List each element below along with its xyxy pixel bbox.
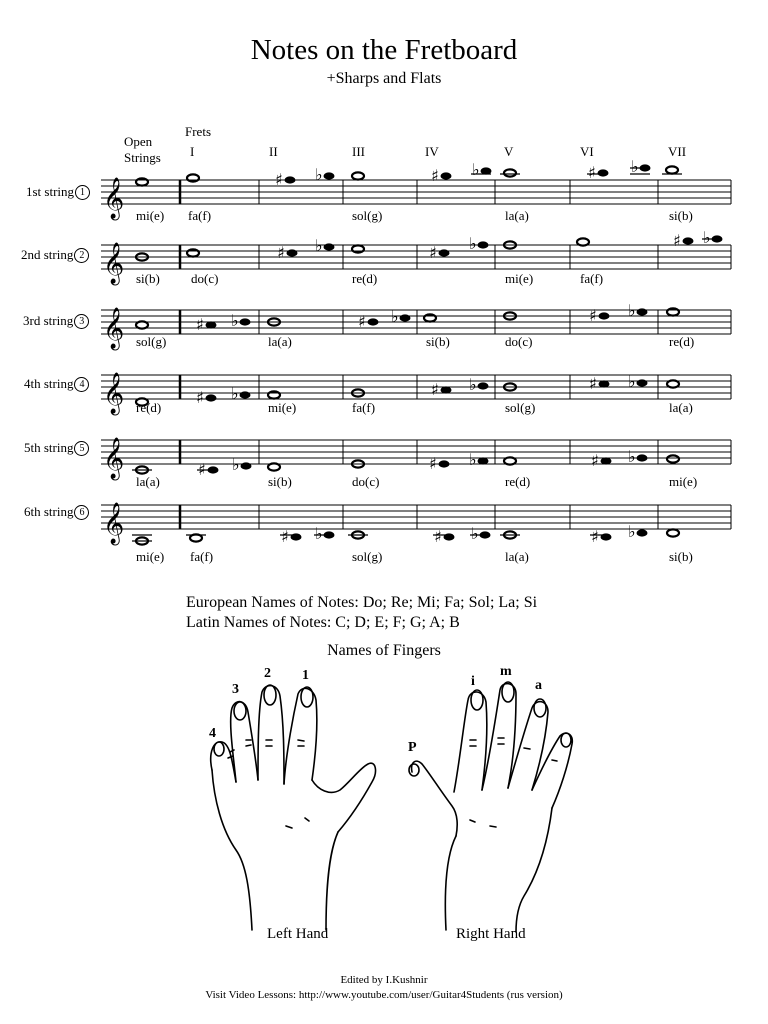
flat-icon: ♭ [231, 384, 239, 403]
note-name-label: fa(f) [188, 208, 212, 223]
sharp-icon: ♯ [198, 460, 206, 479]
flat-icon: ♭ [469, 234, 477, 253]
whole-note [667, 529, 679, 536]
note-name-label: re(d) [352, 271, 378, 286]
note-name-label: fa(f) [580, 271, 604, 286]
note-name-label: do(c) [352, 474, 380, 489]
sharp-note-head [439, 249, 450, 256]
sharp-note-head [206, 394, 217, 401]
page-title: Notes on the Fretboard [250, 34, 518, 66]
flat-note-head [478, 457, 489, 464]
open-label-line2: Strings [124, 150, 161, 165]
flat-icon: ♭ [469, 450, 477, 469]
flat-note-head [637, 454, 648, 461]
sharp-note-head [601, 533, 612, 540]
sharp-icon: ♯ [673, 231, 681, 250]
flat-icon: ♭ [471, 524, 479, 543]
open-label-line1: Open [124, 134, 153, 149]
note-name-label: mi(e) [505, 271, 534, 286]
treble-clef-icon: 𝄞 [103, 503, 125, 544]
flat-icon: ♭ [628, 372, 636, 391]
footer-edited: Edited by I.Kushnir [340, 974, 428, 986]
note-name-label: mi(e) [136, 208, 165, 223]
right-hand-drawing [409, 682, 572, 932]
sharp-note-head [439, 460, 450, 467]
fret-numeral-6: VI [580, 144, 594, 159]
flat-note-head [637, 529, 648, 536]
flat-note-head [712, 235, 723, 242]
note-name-label: re(d) [669, 334, 695, 349]
whole-note [187, 174, 199, 181]
sharp-note-head [599, 312, 610, 319]
right-hand-caption: Right Hand [456, 926, 526, 942]
flat-note-head [324, 531, 335, 538]
fret-numeral-1: I [190, 144, 195, 159]
sharp-icon: ♯ [277, 243, 285, 262]
flat-note-head [240, 318, 251, 325]
note-name-label: la(a) [268, 334, 292, 349]
treble-clef-icon: 𝄞 [103, 178, 125, 219]
sharp-icon: ♯ [589, 306, 597, 325]
whole-note [504, 457, 516, 464]
flat-note-head [241, 462, 252, 469]
sharp-note-head [444, 533, 455, 540]
note-name-label: mi(e) [669, 474, 698, 489]
note-name-label: la(a) [136, 474, 160, 489]
flat-note-head [637, 308, 648, 315]
whole-note [352, 172, 364, 179]
treble-clef-icon: 𝄞 [103, 243, 125, 284]
sharp-icon: ♯ [434, 527, 442, 546]
latin-names: Latin Names of Notes: C; D; E; F; G; A; B [186, 614, 460, 631]
note-name-label: fa(f) [352, 400, 376, 415]
sharp-note-head [598, 169, 609, 176]
string-label-4: 4th string 4 [24, 376, 89, 392]
flat-note-head [240, 391, 251, 398]
string-number-6: 6 [74, 505, 89, 520]
footer-visit-link[interactable]: Visit Video Lessons: http://www.youtube.com/user/Guitar4Students (rus version) [205, 989, 563, 1001]
flat-icon: ♭ [232, 455, 240, 474]
note-name-label: la(a) [505, 549, 529, 564]
left-hand-drawing [211, 685, 376, 930]
whole-note [136, 178, 148, 185]
flat-icon: ♭ [631, 157, 639, 176]
note-name-label: sol(g) [352, 208, 383, 223]
string-number-2: 2 [74, 248, 89, 263]
flat-note-head [481, 167, 492, 174]
flat-icon: ♭ [472, 160, 480, 179]
fret-numeral-5: V [504, 144, 514, 159]
sharp-icon: ♯ [431, 380, 439, 399]
string-label-5: 5th string 5 [24, 440, 89, 456]
whole-note [667, 380, 679, 387]
whole-note [666, 166, 678, 173]
frets-label: Frets [185, 124, 211, 139]
whole-note [577, 238, 589, 245]
string-number-5: 5 [74, 441, 89, 456]
sharp-icon: ♯ [429, 454, 437, 473]
treble-clef-icon: 𝄞 [103, 308, 125, 349]
note-name-label: si(b) [268, 474, 292, 489]
note-name-label: do(c) [505, 334, 533, 349]
whole-note [667, 455, 679, 462]
right-finger-label-m: m [500, 664, 512, 679]
sharp-note-head [599, 380, 610, 387]
string-number-1: 1 [75, 185, 90, 200]
fingers-title: Names of Fingers [327, 642, 441, 659]
flat-note-head [478, 382, 489, 389]
left-finger-label-1: 1 [302, 668, 309, 683]
sharp-icon: ♯ [275, 170, 283, 189]
sharp-note-head [287, 249, 298, 256]
flat-icon: ♭ [315, 165, 323, 184]
sharp-icon: ♯ [431, 166, 439, 185]
note-name-label: si(b) [426, 334, 450, 349]
note-name-label: do(c) [191, 271, 219, 286]
flat-note-head [324, 172, 335, 179]
sharp-note-head [441, 172, 452, 179]
note-name-label: re(d) [505, 474, 531, 489]
treble-clef-icon: 𝄞 [103, 438, 125, 479]
sharp-icon: ♯ [196, 315, 204, 334]
note-name-label: sol(g) [352, 549, 383, 564]
note-name-label: re(d) [136, 400, 162, 415]
sharp-icon: ♯ [429, 243, 437, 262]
whole-note [190, 534, 202, 541]
string-label-1: 1st string 1 [26, 184, 90, 200]
note-name-label: la(a) [669, 400, 693, 415]
flat-icon: ♭ [315, 524, 323, 543]
flat-note-head [324, 243, 335, 250]
note-name-label: si(b) [669, 208, 693, 223]
string-label-2: 2nd string 2 [21, 247, 89, 263]
left-finger-label-4: 4 [209, 726, 216, 741]
sharp-note-head [206, 321, 217, 328]
note-name-label: si(b) [669, 549, 693, 564]
flat-note-head [478, 241, 489, 248]
sharp-icon: ♯ [358, 312, 366, 331]
sharp-icon: ♯ [196, 388, 204, 407]
whole-note [187, 249, 199, 256]
sharp-note-head [291, 533, 302, 540]
european-names: European Names of Notes: Do; Re; Mi; Fa; Sol; La; Si [186, 594, 538, 611]
whole-note [268, 391, 280, 398]
flat-icon: ♭ [315, 236, 323, 255]
sharp-icon: ♯ [281, 527, 289, 546]
right-finger-label-a: a [535, 678, 542, 693]
sharp-icon: ♯ [588, 163, 596, 182]
sharp-note-head [285, 176, 296, 183]
whole-note [352, 245, 364, 252]
left-hand-caption: Left Hand [267, 926, 329, 942]
fret-numeral-3: III [352, 144, 365, 159]
flat-icon: ♭ [628, 447, 636, 466]
flat-icon: ♭ [391, 307, 399, 326]
whole-note [268, 463, 280, 470]
right-finger-label-p: P [408, 740, 417, 755]
sharp-note-head [683, 237, 694, 244]
right-finger-label-i: i [471, 674, 475, 689]
flat-note-head [640, 164, 651, 171]
whole-note [667, 308, 679, 315]
sharp-note-head [208, 466, 219, 473]
note-name-label: mi(e) [136, 549, 165, 564]
sharp-icon: ♯ [591, 527, 599, 546]
whole-note [504, 169, 516, 176]
sharp-note-head [368, 318, 379, 325]
flat-icon: ♭ [469, 375, 477, 394]
note-name-label: fa(f) [190, 549, 214, 564]
flat-note-head [480, 531, 491, 538]
fret-numeral-2: II [269, 144, 278, 159]
note-name-label: mi(e) [268, 400, 297, 415]
string-label-3: 3rd string 3 [23, 313, 89, 329]
flat-note-head [400, 314, 411, 321]
note-name-label: sol(g) [505, 400, 536, 415]
flat-icon: ♭ [703, 228, 711, 247]
treble-clef-icon: 𝄞 [103, 373, 125, 414]
whole-note [136, 321, 148, 328]
string-label-6: 6th string 6 [24, 504, 89, 520]
flat-icon: ♭ [628, 522, 636, 541]
note-name-label: la(a) [505, 208, 529, 223]
sharp-icon: ♯ [591, 451, 599, 470]
flat-icon: ♭ [231, 311, 239, 330]
flat-icon: ♭ [628, 301, 636, 320]
string-number-3: 3 [74, 314, 89, 329]
left-finger-label-3: 3 [232, 682, 239, 697]
flat-note-head [637, 379, 648, 386]
sharp-icon: ♯ [589, 374, 597, 393]
string-number-4: 4 [74, 377, 89, 392]
whole-note [424, 314, 436, 321]
note-name-label: sol(g) [136, 334, 167, 349]
note-name-label: si(b) [136, 271, 160, 286]
sharp-note-head [441, 386, 452, 393]
sharp-note-head [601, 457, 612, 464]
left-finger-label-2: 2 [264, 666, 271, 681]
page-subtitle: +Sharps and Flats [326, 70, 442, 87]
fret-numeral-4: IV [425, 144, 439, 159]
fret-numeral-7: VII [668, 144, 687, 159]
